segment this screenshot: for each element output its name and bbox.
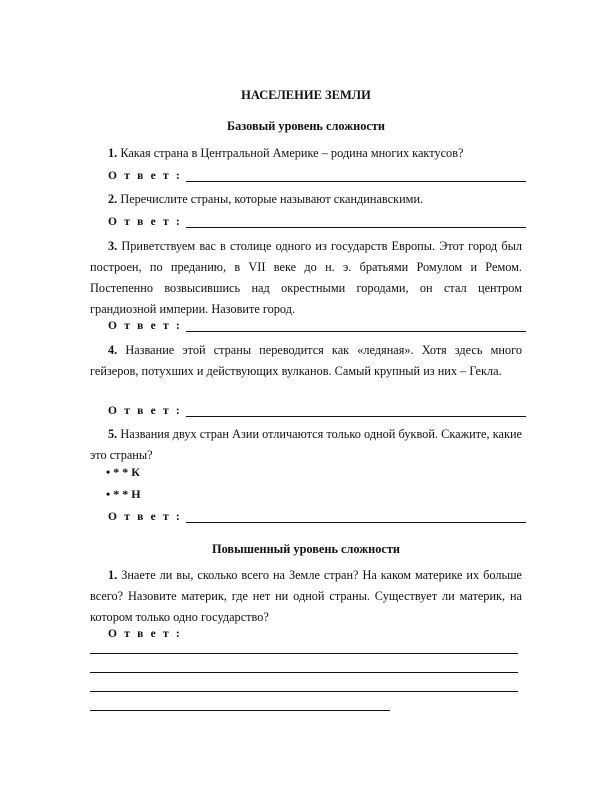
answer-label: О т в е т : <box>108 216 182 228</box>
answer-line[interactable] <box>186 319 526 332</box>
answer-row-1 <box>108 166 520 182</box>
question-text: Названия двух стран Азии отличаются только одной буквой. Скажите, какие это страны? <box>90 427 523 462</box>
answer-label: О т в е т : <box>108 170 182 182</box>
question-text: Название этой страны переводится как «ледяная». Хотя здесь много гейзеров, потухших и действующих вулканов. Самый крупный из них – Гекла. <box>90 343 522 378</box>
worksheet-page <box>90 0 522 792</box>
answer-line[interactable] <box>186 404 526 417</box>
question-4 <box>90 340 522 382</box>
answer-row-4 <box>108 401 520 417</box>
option-k: • * * К <box>106 465 140 479</box>
answer-line[interactable] <box>186 215 526 228</box>
question-number: 4. <box>108 343 118 357</box>
question-number: 5. <box>108 427 118 441</box>
answer-line[interactable] <box>90 710 390 711</box>
question-1 <box>90 143 522 164</box>
question-number: 3. <box>108 239 118 253</box>
answer-line[interactable] <box>186 169 526 182</box>
question-3 <box>90 236 522 320</box>
answer-label: О т в е т : <box>108 511 182 523</box>
question-number: 1. <box>108 568 118 582</box>
basic-level-heading: Базовый уровень сложности <box>227 119 385 133</box>
answer-row-3 <box>108 316 520 332</box>
advanced-answer-row <box>108 624 520 640</box>
question-text: Приветствуем вас в столице одного из государств Европы. Этот город был построен, по преданию, в VII веке до н. э. братьями Ромулом и Ремом. Постепенно возвысившись над окрестными городами, он стал центром грандиозной империи. Назовите город. <box>90 239 523 316</box>
option-n: • * * Н <box>106 487 141 501</box>
question-2 <box>90 189 522 210</box>
answer-label: О т в е т : <box>108 628 182 640</box>
answer-line[interactable] <box>90 672 518 673</box>
answer-line[interactable] <box>90 653 518 654</box>
answer-label: О т в е т : <box>108 320 182 332</box>
question-number: 2. <box>108 192 118 206</box>
answer-row-2 <box>108 212 520 228</box>
question-5 <box>90 424 522 466</box>
answer-line[interactable] <box>186 510 526 523</box>
question-text: Какая страна в Центральной Америке – родина многих кактусов? <box>120 146 464 160</box>
question-text: Знаете ли вы, сколько всего на Земле стран? На каком материке их больше всего? Назовите материк, где нет ни одной страны. Существует ли материк, на котором только одно государство? <box>90 568 523 624</box>
answer-row-5 <box>108 507 520 523</box>
advanced-question-1 <box>90 565 522 628</box>
answer-line[interactable] <box>90 691 518 692</box>
question-text: Перечислите страны, которые называют скандинавскими. <box>120 192 424 206</box>
advanced-level-heading: Повышенный уровень сложности <box>212 542 400 556</box>
page-title: НАСЕЛЕНИЕ ЗЕМЛИ <box>241 88 371 102</box>
answer-label: О т в е т : <box>108 405 182 417</box>
question-number: 1. <box>108 146 118 160</box>
